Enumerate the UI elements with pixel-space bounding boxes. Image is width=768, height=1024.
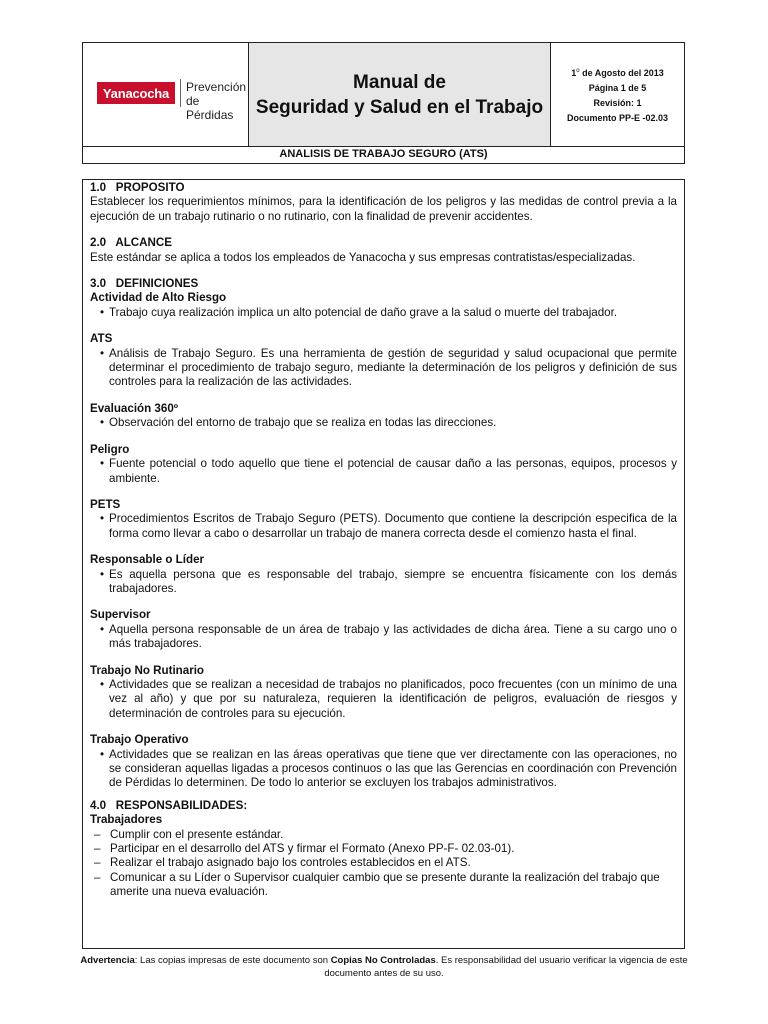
document-subtitle: ANALISIS DE TRABAJO SEGURO (ATS) [83,146,684,163]
definition-item: • Observación del entorno de trabajo que se realiza en todas las direcciones. [90,416,677,430]
disclaimer-footer [70,954,698,980]
logo-divider [180,79,181,107]
responsibility-text: Participar en el desarrollo del ATS y firmar el Formato (Anexo PP-F- 02.03-01). [110,842,515,856]
definition-text: Trabajo cuya realización implica un alto potencial de daño grave a la salud o muerte del trabajador. [109,305,618,319]
footer-text-post: . Es responsabilidad del usuario verificar la vigencia de este documento antes de su uso. [324,955,688,979]
section-text: Establecer los requerimientos mínimos, para la identificación de los peligros y las medidas de control previa a la ejecución de un trabajo rutinario o no rutinario, con la finalidad de prevenir accidentes. [90,195,677,223]
yanacocha-logo: Yanacocha [97,82,175,104]
date-text: de Agosto del 2013 [582,67,664,78]
definition-term: PETS [90,497,121,511]
document-code: Documento PP-E -02.03 [566,112,669,123]
responsibility-item: – Cumplir con el presente estándar. [94,827,284,841]
definition-item: • Fuente potencial o todo aquello que tiene el potencial de causar daño a las personas, equipos, procesos y ambiente. [100,457,677,485]
definition-item: • Actividades que se realizan en las áreas operativas que tiene que ver directamente con las operaciones, no se consideran aquellas ligadas a procesos continuos o las que las Gerencias en coordinación con Prevención de Pérdidas lo determinen. De todo lo anterior se excluyen los trabajos administrativos. [100,747,677,790]
definition-text: Procedimientos Escritos de Trabajo Seguro (PETS). Documento que contiene la descripción especifica de la forma como llevar a cabo o desarrollar un trabajo de manera correcta desde el comienzo hasta el final. [109,512,677,540]
footer-label: Advertencia [80,955,135,966]
responsibility-item: – Participar en el desarrollo del ATS y firmar el Formato (Anexo PP-F- 02.03-01). [94,842,515,856]
footer-text-pre: : Las copias impresas de este documento son [134,955,331,966]
definition-text: Actividades que se realizan en las áreas operativas que tiene que ver directamente con las operaciones, no se consideran aquellas ligadas a procesos continuos o las que las Gerencias en coordinación con Prevención de Pérdidas lo determinen. De todo lo anterior se excluyen los trabajos administrativos. [109,747,677,790]
footer-bold: Copias No Controladas [330,955,436,966]
responsibility-text: Cumplir con el presente estándar. [110,827,284,841]
document-meta [551,43,684,146]
definition-term: Peligro [90,442,130,456]
definition-text: Actividades que se realizan a necesidad de trabajos no planificados, poco frecuentes (con un mínimo de una vez al año) y que por su naturaleza, requieren la identificación de peligros, evaluación de riesgos y determinación de controles para su ejecución. [109,677,677,720]
definition-text: Fuente potencial o todo aquello que tiene el potencial de causar daño a las personas, equipos, procesos y ambiente. [109,457,677,485]
definition-item: • Análisis de Trabajo Seguro. Es una herramienta de gestión de seguridad y salud ocupacional que permite determinar el procedimiento de trabajo seguro, mediante la determinación de los peligros y definición de sus controles para la realización de las actividades. [100,346,677,389]
responsibility-group: Trabajadores [90,813,163,827]
responsibility-item: – Realizar el trabajo asignado bajo los controles establecidos en el ATS. [94,856,471,870]
document-date [571,64,664,81]
definition-term: Supervisor [90,608,151,622]
logo-cell [83,43,249,146]
section-heading: 2.0 ALCANCE [90,236,173,250]
definition-item: • Actividades que se realizan a necesidad de trabajos no planificados, poco frecuentes (con un mínimo de una vez al año) y que por su naturaleza, requieren la identificación de peligros, evaluación de riesgos y determinación de controles para su ejecución. [100,677,677,720]
definition-term: ATS [90,332,113,346]
document-body [82,179,685,949]
section-heading: 1.0 PROPOSITO [90,181,185,194]
definition-item: • Aquella persona responsable de un área de trabajo y las actividades de dicha área. Tiene a su cargo uno o más trabajadores. [100,622,677,651]
responsibility-text: Comunicar a su Líder o Supervisor cualquier cambio que se presente durante la realización del trabajo que amerite una nueva evaluación. [110,870,660,899]
logo-department [186,80,248,122]
definition-item: • Es aquella persona que es responsable del trabajo, siempre se encuentra físicamente con los demás trabajadores. [100,567,677,595]
definition-term: Evaluación 360º [90,401,179,415]
definition-term: Responsable o Líder [90,553,205,567]
definition-text: Observación del entorno de trabajo que se realiza en todas las direcciones. [109,416,497,430]
responsibility-text: Realizar el trabajo asignado bajo los controles establecidos en el ATS. [110,856,471,870]
definition-text: Análisis de Trabajo Seguro. Es una herramienta de gestión de seguridad y salud ocupacional que permite determinar el procedimiento de trabajo seguro, mediante la determinación de los peligros y definición de sus controles para la realización de las actividades. [109,346,677,389]
responsibility-item: – Comunicar a su Líder o Supervisor cualquier cambio que se presente durante la realización del trabajo que amerite una nueva evaluación. [90,871,677,900]
definition-text: Aquella persona responsable de un área de trabajo y las actividades de dicha área. Tiene a su cargo uno o más trabajadores. [109,622,677,651]
section-heading: 4.0 RESPONSABILIDADES: [90,798,248,812]
definition-item: • Trabajo cuya realización implica un alto potencial de daño grave a la salud o muerte del trabajador. [90,306,677,320]
date-ordinal: o [576,67,580,74]
definition-term: Trabajo Operativo [90,733,189,747]
page-number: Página 1 de 5 [588,82,647,93]
logo-line-1: Prevención [186,80,247,94]
manual-title [249,43,551,146]
date-day: 1 [571,67,577,78]
definition-term: Actividad de Alto Riesgo [90,291,227,305]
revision: Revisión: 1 [593,97,642,108]
title-line-1: Manual de [353,71,446,93]
definition-text: Es aquella persona que es responsable del trabajo, siempre se encuentra físicamente con los demás trabajadores. [109,567,677,595]
definition-term: Trabajo No Rutinario [90,663,205,677]
logo-line-2: de Pérdidas [186,94,234,122]
title-line-2: Seguridad y Salud en el Trabajo [255,96,544,118]
document-header [82,42,685,164]
section-text: Este estándar se aplica a todos los empleados de Yanacocha y sus empresas contratistas/especializadas. [90,250,636,264]
definition-item: • Procedimientos Escritos de Trabajo Seguro (PETS). Documento que contiene la descripción especifica de la forma como llevar a cabo o desarrollar un trabajo de manera correcta desde el comienzo hasta el final. [100,512,677,540]
section-heading: 3.0 DEFINICIONES [90,277,199,291]
